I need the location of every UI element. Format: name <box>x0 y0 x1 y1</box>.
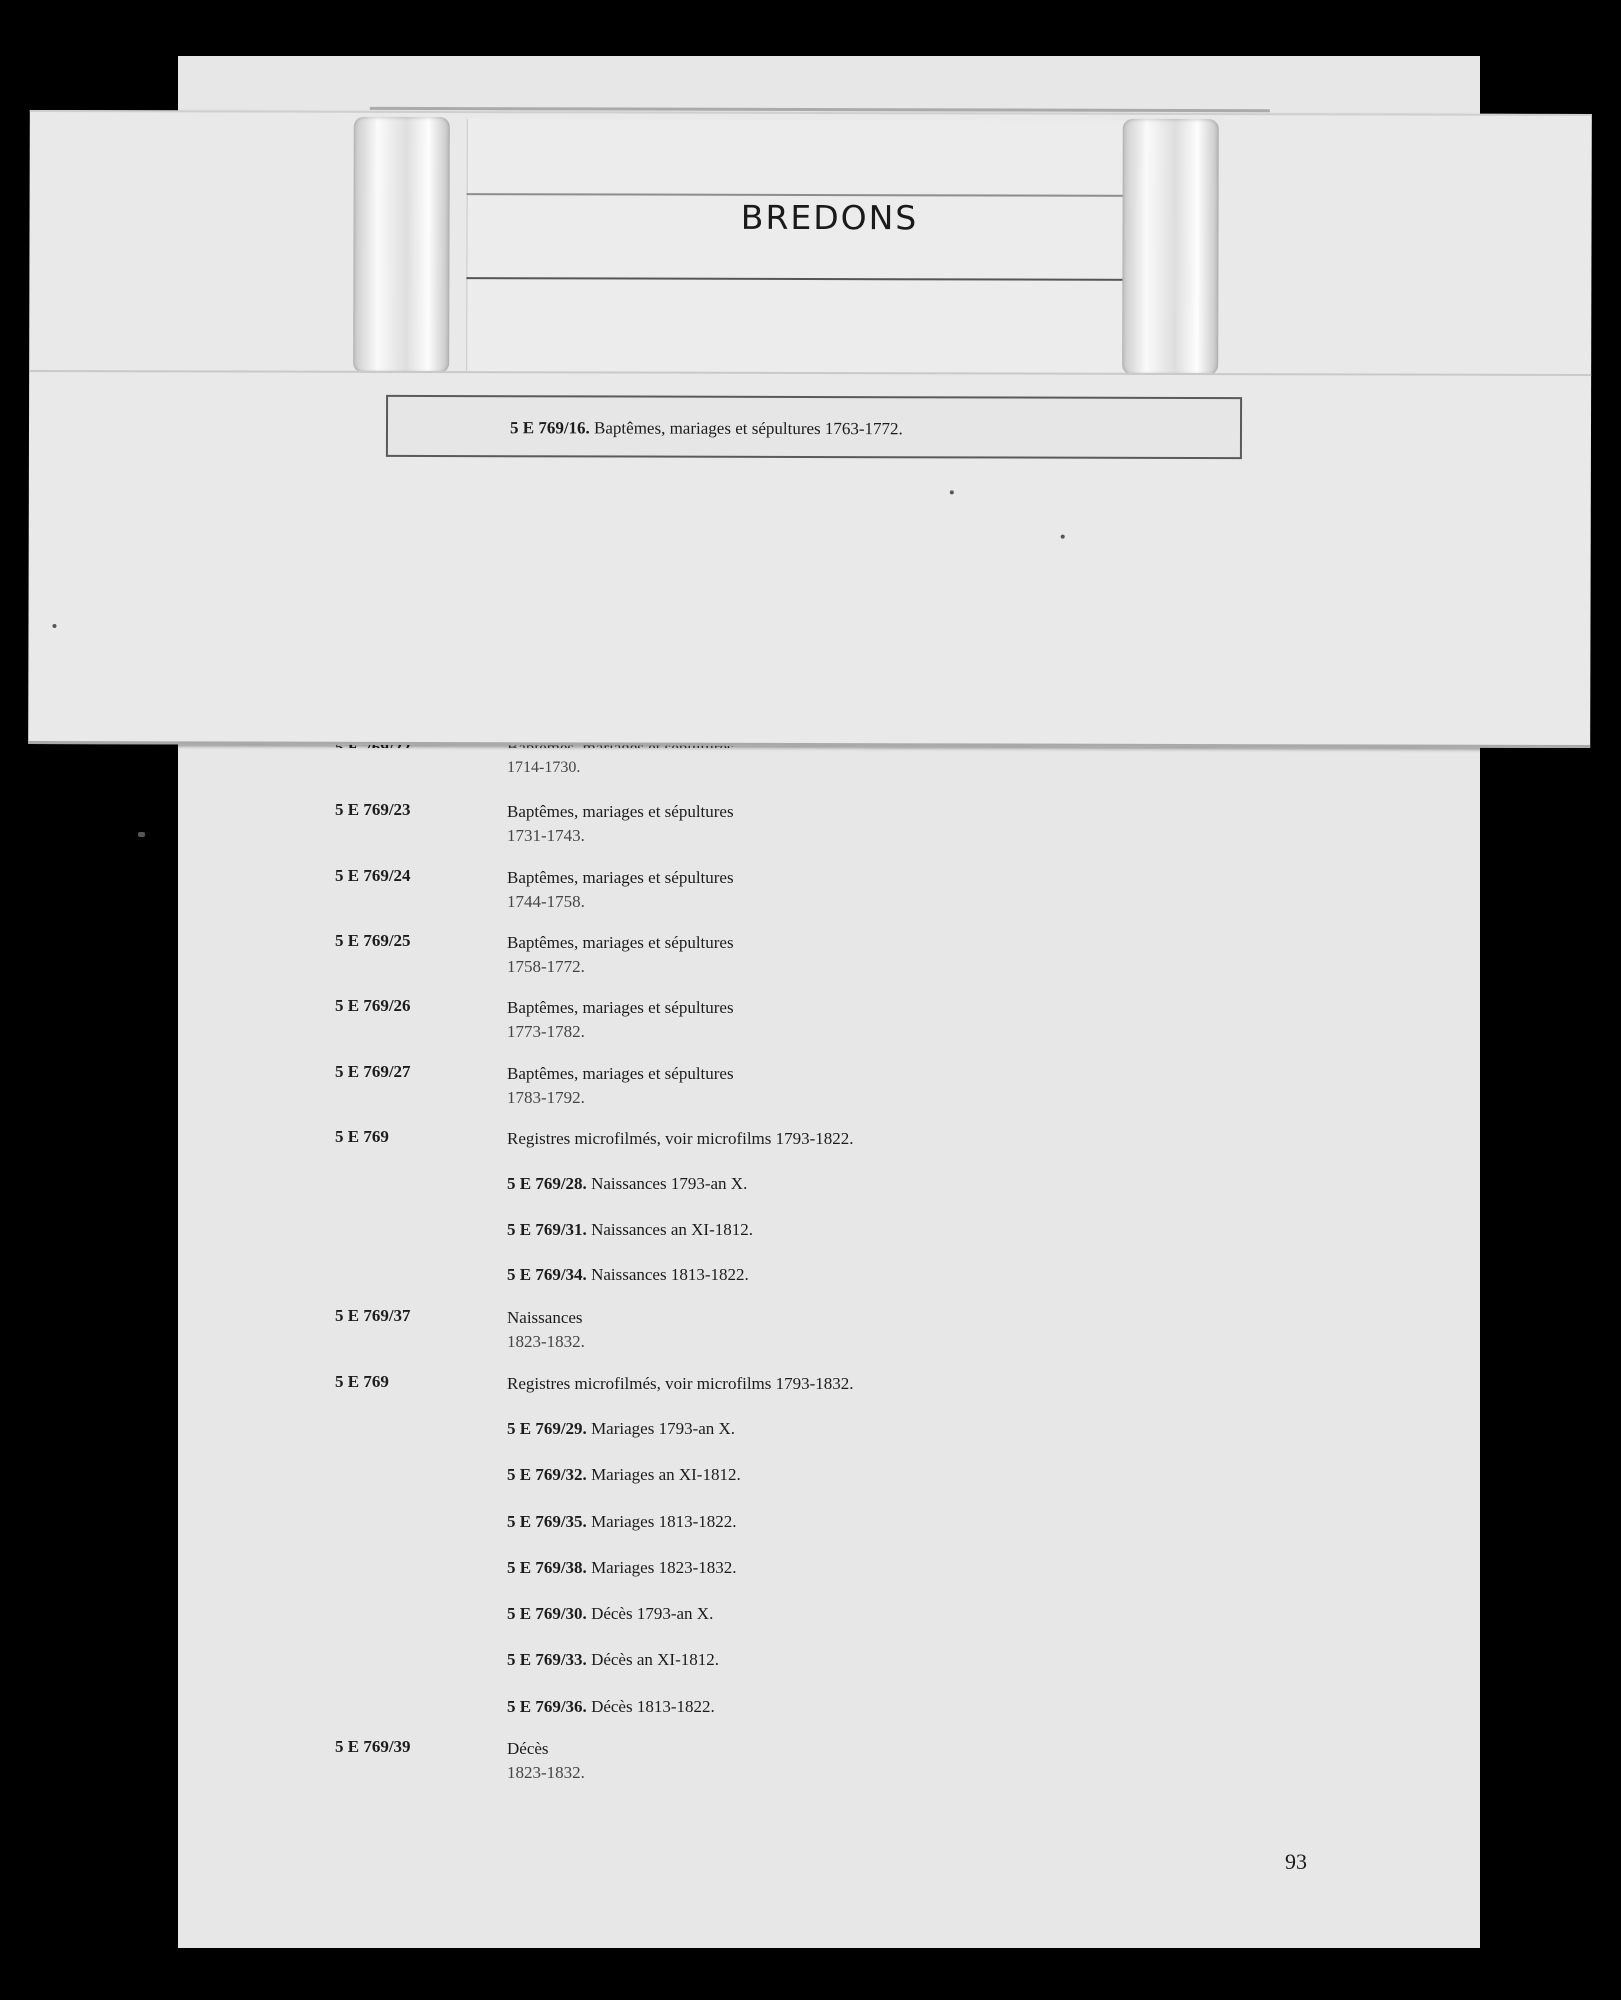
entry-description <box>507 866 734 914</box>
microfilm-item <box>507 1174 747 1194</box>
entry-text: Baptêmes, mariages et sépultures <box>507 933 734 952</box>
entry-code: 5 E 769/39 <box>335 1737 411 1756</box>
page-number: 93 <box>1285 1849 1307 1874</box>
boxed-entry-code: 5 E 769/16. <box>509 418 590 438</box>
microfilm-item <box>507 1604 713 1624</box>
entry-code: 5 E 769/27 <box>335 1062 411 1081</box>
boxed-entry-text: Baptêmes, mariages et sépultures 1763-1772. <box>594 418 903 439</box>
speck <box>138 832 145 837</box>
commune-label-tab <box>466 119 1181 373</box>
entry-code: 5 E 769/25 <box>335 931 411 950</box>
microfilm-item <box>507 1650 719 1670</box>
adhesive-tape <box>353 117 450 373</box>
speck <box>1061 535 1065 539</box>
microfilm-code: 5 E 769/29. <box>507 1419 587 1438</box>
entry-description <box>507 1737 585 1785</box>
microfilm-text: Mariages 1793-an X. <box>591 1419 736 1438</box>
entry-text: Baptêmes, mariages et sépultures <box>507 802 734 821</box>
entry-code: 5 E 769/37 <box>335 1306 411 1325</box>
microfilm-text: Mariages an XI-1812. <box>591 1465 741 1484</box>
microfilm-item <box>507 1419 735 1439</box>
microfilm-text: Naissances an XI-1812. <box>591 1220 753 1239</box>
microfilm-code: 5 E 769/28. <box>507 1174 587 1193</box>
speck <box>52 624 56 628</box>
entry-text: Baptêmes, mariages et sépultures <box>507 998 734 1017</box>
entry-text: Baptêmes, mariages et sépultures <box>507 868 734 887</box>
microfilm-code: 5 E 769/36. <box>507 1697 587 1716</box>
entry-description <box>507 1306 585 1354</box>
entry-description <box>507 800 734 848</box>
microfilm-code: 5 E 769/31. <box>507 1220 587 1239</box>
adhesive-tape <box>1122 119 1219 375</box>
microfilm-text: Naissances 1793-an X. <box>591 1174 748 1193</box>
entry-description <box>507 931 734 979</box>
microfilm-code: 5 E 769/33. <box>507 1650 587 1669</box>
microfilm-text: Décès 1793-an X. <box>591 1604 714 1623</box>
entry-dates: 1744-1758. <box>507 892 585 911</box>
entry-dates: 1731-1743. <box>507 826 585 845</box>
pasted-label-strip <box>28 110 1592 748</box>
entry-dates: 1758-1772. <box>507 957 585 976</box>
entry-code: 5 E 769/26 <box>335 996 411 1015</box>
microfilm-code: 5 E 769/30. <box>507 1604 587 1623</box>
entry-code: 5 E 769/23 <box>335 800 411 819</box>
microfilm-item <box>507 1558 736 1578</box>
microfilm-text: Mariages 1813-1822. <box>591 1512 737 1531</box>
entry-text: Registres microfilmés, voir microfilms 1793-1832. <box>507 1374 854 1393</box>
microfilm-item <box>507 1220 753 1240</box>
speck <box>950 490 954 494</box>
entry-code: 5 E 769 <box>335 1372 389 1391</box>
entry-dates: 1773-1782. <box>507 1022 585 1041</box>
microfilm-text: Décès 1813-1822. <box>591 1697 715 1716</box>
entry-text: Baptêmes, mariages et sépultures <box>507 1064 734 1083</box>
microfilm-text: Mariages 1823-1832. <box>591 1558 737 1577</box>
microfilm-code: 5 E 769/35. <box>507 1512 587 1531</box>
microfilm-code: 5 E 769/38. <box>507 1558 587 1577</box>
microfilm-item <box>507 1265 749 1285</box>
microfilm-item <box>507 1465 741 1485</box>
microfilm-item <box>507 1512 736 1532</box>
microfilm-item <box>507 1697 715 1717</box>
entry-dates: 1823-1832. <box>507 1763 585 1782</box>
commune-title: BREDONS <box>740 197 919 238</box>
entry-code: 5 E 769/24 <box>335 866 411 885</box>
entry-text: Registres microfilmés, voir microfilms 1793-1822. <box>507 1129 854 1148</box>
microfilm-code: 5 E 769/34. <box>507 1265 587 1284</box>
entry-description <box>507 1062 734 1110</box>
entry-dates: 1783-1792. <box>507 1088 585 1107</box>
entry-code: 5 E 769 <box>335 1127 389 1146</box>
microfilm-code: 5 E 769/32. <box>507 1465 587 1484</box>
cut-entry-dates: 1714-1730. <box>507 759 581 776</box>
entry-text: Naissances <box>507 1308 583 1327</box>
microfilm-text: Naissances 1813-1822. <box>591 1265 749 1284</box>
entry-description <box>507 996 734 1044</box>
entry-dates: 1823-1832. <box>507 1332 585 1351</box>
entry-text: Décès <box>507 1739 549 1758</box>
boxed-entry <box>386 395 1242 459</box>
microfilm-text: Décès an XI-1812. <box>591 1650 719 1669</box>
